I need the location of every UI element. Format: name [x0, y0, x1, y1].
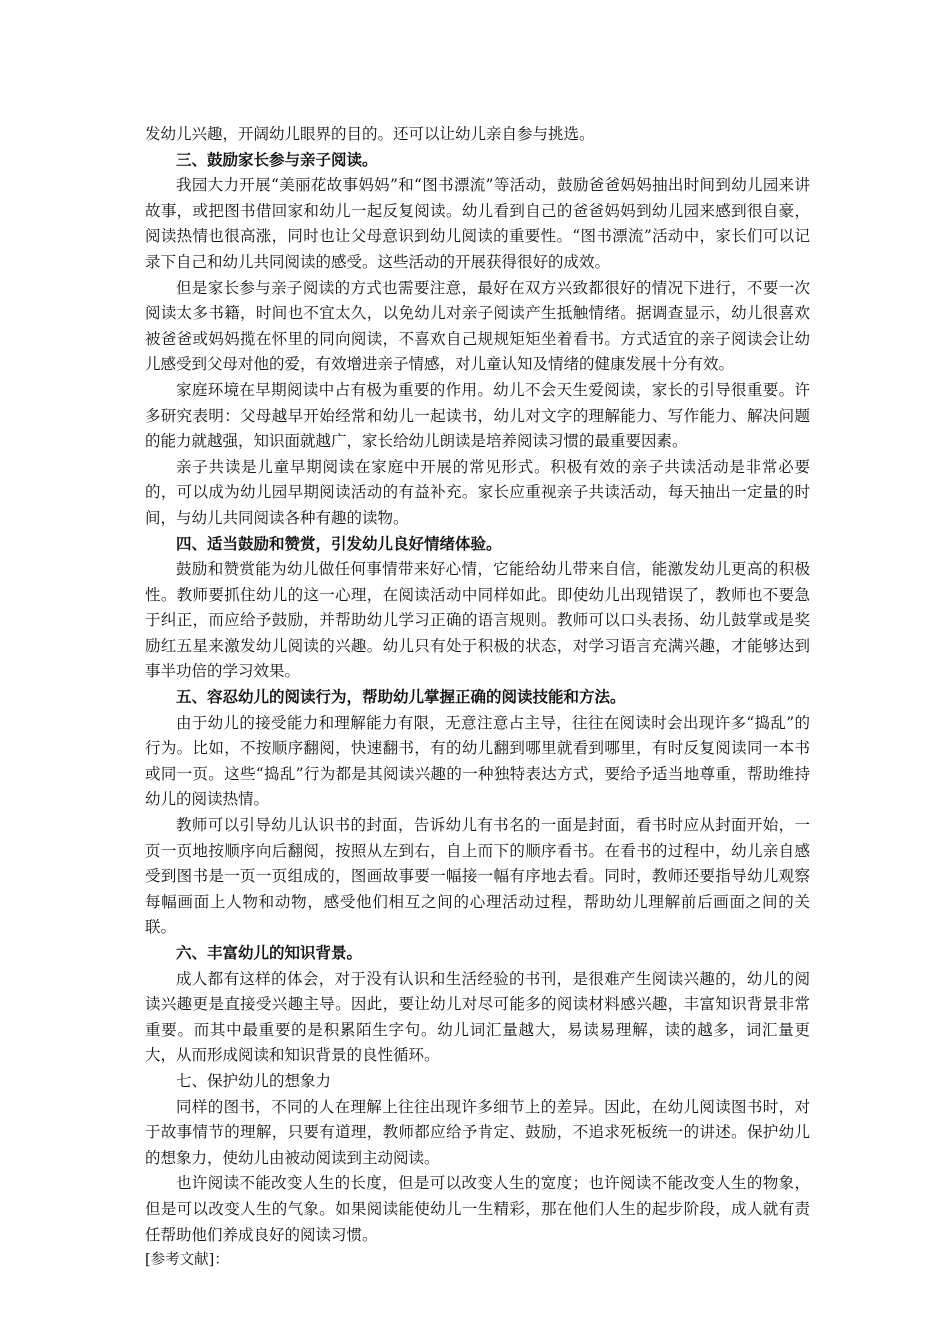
paragraph-5-2: 教师可以引导幼儿认识书的封面，告诉幼儿有书名的一面是封面，看书时应从封面开始，一页一页地按顺序向后翻阅，按照从左到右，自上而下的顺序看书。在看书的过程中，幼儿亲自感受到图书是一页一页组成的，图画故事要一幅接一幅有序地去看。同时，教师还要指导幼儿观察每幅画面上人物和动物，感受他们相互之间的心理活动过程，帮助幼儿理解前后画面之间的关联。 — [145, 816, 810, 937]
heading-section-5: 五、容忍幼儿的阅读行为，帮助幼儿掌握正确的阅读技能和方法。 — [176, 688, 626, 707]
paragraph-3-3: 家庭环境在早期阅读中占有极为重要的作用。幼儿不会天生爱阅读，家长的引导很重要。许多研究表明：父母越早开始经常和幼儿一起读书，幼儿对文字的理解能力、写作能力、解决问题的能力就越强，知识面就越广，家长给幼儿朗读是培养阅读习惯的最重要因素。 — [145, 380, 810, 451]
paragraph-7-2: 也许阅读不能改变人生的长度，但是可以改变人生的宽度；也许阅读不能改变人生的物象，但是可以改变人生的气象。如果阅读能使幼儿一生精彩，那在他们人生的起步阶段，成人就有责任帮助他们养成良好的阅读习惯。 — [145, 1174, 810, 1244]
paragraph-intro-tail: 发幼儿兴趣，开阔幼儿眼界的目的。还可以让幼儿亲自参与挑选。 — [145, 125, 595, 143]
heading-section-3: 三、鼓励家长参与亲子阅读。 — [176, 150, 378, 169]
paragraph-3-1: 我园大力开展“美丽花故事妈妈”和“图书漂流”等活动，鼓励爸爸妈妈抽出时间到幼儿园来讲故事，或把图书借回家和幼儿一起反复阅读。幼儿看到自己的爸爸妈妈到幼儿园来感到很自豪，阅读热情也很高涨，同时也让父母意识到幼儿阅读的重要性。“图书漂流”活动中，家长们可以记录下自己和幼儿共同阅读的感受。这些活动的开展获得很好的成效。 — [145, 176, 810, 271]
paragraph-7-1: 同样的图书，不同的人在理解上往往出现许多细节上的差异。因此，在幼儿阅读图书时，对于故事情节的理解，只要有道理，教师都应给予肯定、鼓励，不追求死板统一的讲述。保护幼儿的想象力，使幼儿由被动阅读到主动阅读。 — [145, 1097, 810, 1167]
paragraph-3-4: 亲子共读是儿童早期阅读在家庭中开展的常见形式。积极有效的亲子共读活动是非常必要的，可以成为幼儿园早期阅读活动的有益补充。家长应重视亲子共读活动，每天抽出一定量的时间，与幼儿共同阅读各种有趣的读物。 — [145, 457, 810, 527]
heading-section-7: 七、保护幼儿的想象力 — [176, 1071, 332, 1090]
paragraph-6-1: 成人都有这样的体会，对于没有认识和生活经验的书刊，是很难产生阅读兴趣的，幼儿的阅读兴趣更是直接受兴趣主导。因此，要让幼儿对尽可能多的阅读材料感兴趣，丰富知识背景非常重要。而其中最重要的是积累陌生字句。幼儿词汇量越大，易读易理解，读的越多，词汇量更大，从而形成阅读和知识背景的良性循环。 — [145, 969, 810, 1065]
paragraph-3-2: 但是家长参与亲子阅读的方式也需要注意，最好在双方兴致都很好的情况下进行，不要一次阅读太多书籍，时间也不宜太久，以免幼儿对亲子阅读产生抵触情绪。据调查显示，幼儿很喜欢被爸爸或妈妈揽在怀里的同向阅读，不喜欢自己规规矩矩坐着看书。方式适宜的亲子阅读会让幼儿感受到父母对他的爱，有效增进亲子情感，对儿童认知及情绪的健康发展十分有效。 — [145, 278, 810, 374]
paragraph-4-1: 鼓励和赞赏能为幼儿做任何事情带来好心情，它能给幼儿带来自信，能激发幼儿更高的积极性。教师要抓住幼儿的这一心理，在阅读活动中同样如此。即使幼儿出现错误了，教师也不要急于纠正，而应给予鼓励，并帮助幼儿学习正确的语言规则。教师可以口头表扬、幼儿鼓掌或是奖励红五星来激发幼儿阅读的兴趣。幼儿只有处于积极的状态，对学习语言充满兴趣，才能够达到事半功倍的学习效果。 — [145, 560, 810, 681]
paragraph-5-1: 由于幼儿的接受能力和理解能力有限，无意注意占主导，往往在阅读时会出现许多“捣乱”的行为。比如，不按顺序翻阅，快速翻书，有的幼儿翻到哪里就看到哪里，有时反复阅读同一本书或同一页。这些“捣乱”行为都是其阅读兴趣的一种独特表达方式，要给予适当地尊重，帮助维持幼儿的阅读热情。 — [145, 713, 810, 809]
heading-section-4: 四、适当鼓励和赞赏，引发幼儿良好情绪体验。 — [176, 534, 502, 553]
references-heading: [参考文献]： — [145, 1252, 229, 1269]
document-page — [145, 122, 810, 1272]
heading-section-6: 六、丰富幼儿的知识背景。 — [176, 944, 363, 962]
